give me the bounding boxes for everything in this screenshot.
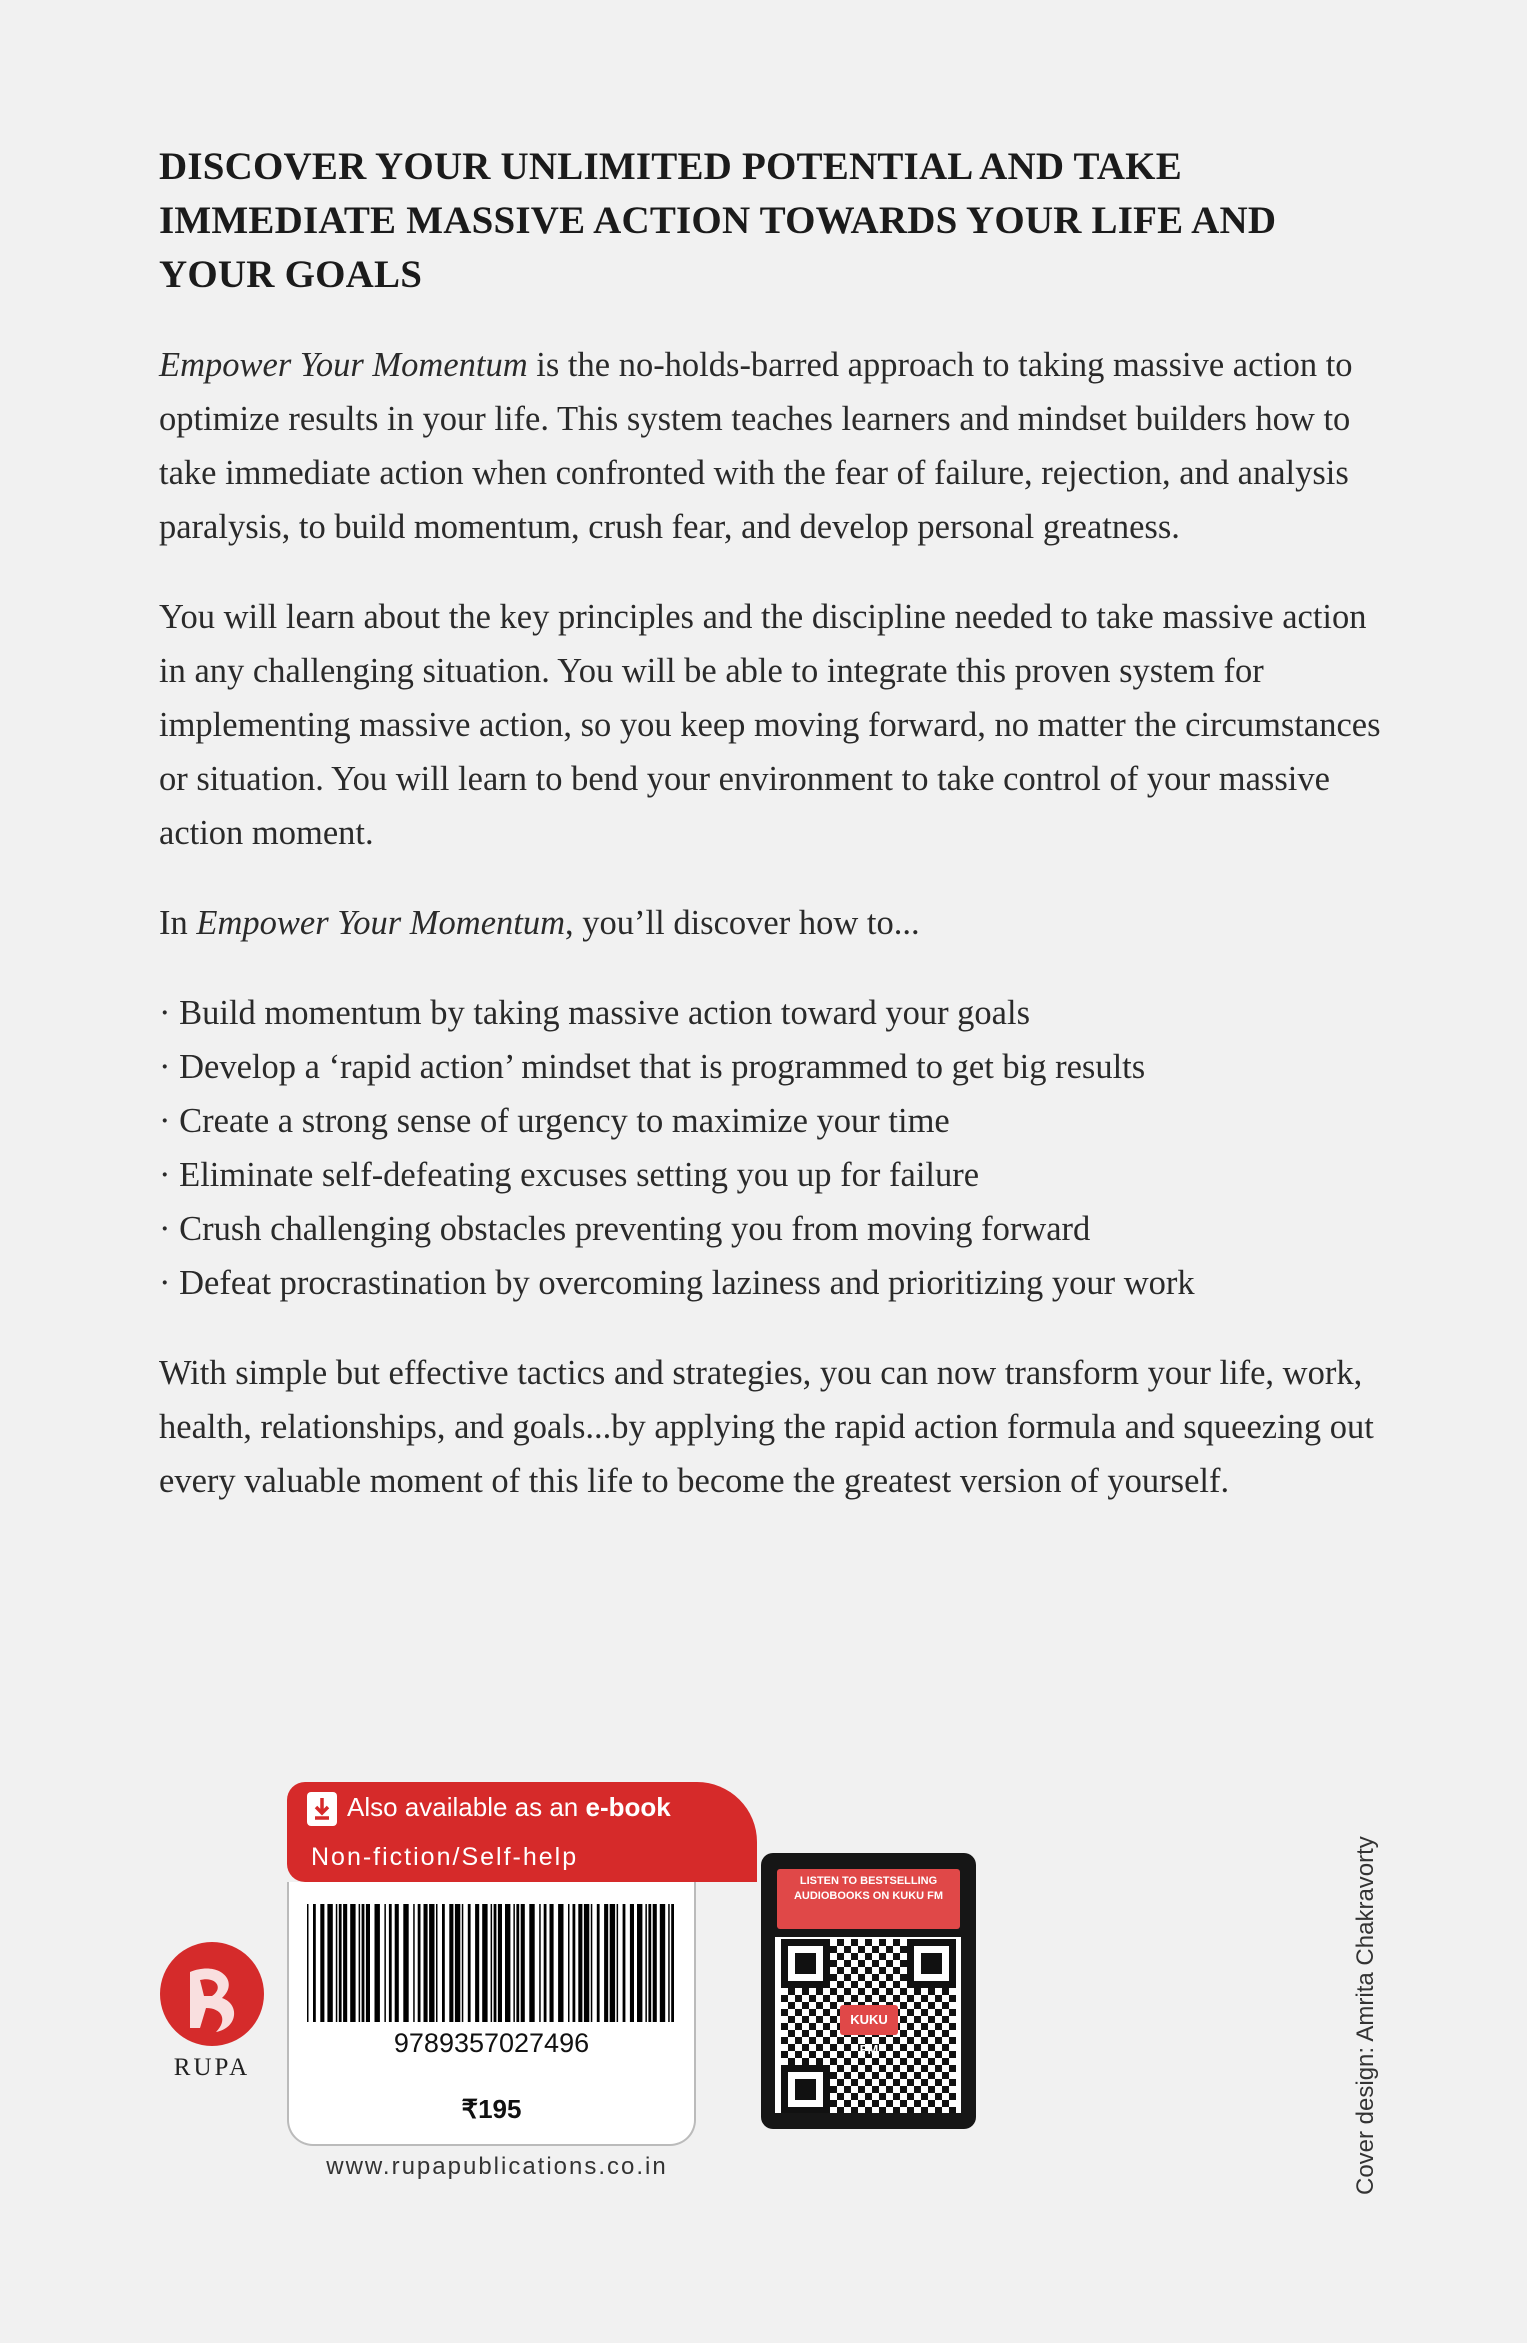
learn-paragraph: You will learn about the key principles and the discipline needed to take massive action in any challenging situation. You will be able to integrate this proven system for implementing massive action, so you keep moving forward, no matter the circumstances or situation. You will learn to bend your environment to take control of your massive action moment. <box>159 598 1381 852</box>
ebook-availability <box>347 1792 671 1823</box>
barcode-panel <box>287 1882 696 2146</box>
list-item: · Develop a ‘rapid action’ mindset that is programmed to get big results <box>159 1040 1399 1094</box>
intro-text: is the no-holds-barred approach to taking massive action to optimize results in your life. This system teaches learners and mindset builders how to take immediate action when confronted with the fear of failure, rejection, and analysis paralysis, to build momentum, crush fear, and develop personal greatness. <box>159 346 1353 546</box>
download-icon <box>307 1792 337 1826</box>
discover-line <box>159 896 1399 950</box>
price: ₹195 <box>461 2094 522 2124</box>
ebook-banner <box>287 1782 757 1882</box>
headline: DISCOVER YOUR UNLIMITED POTENTIAL AND TAKE IMMEDIATE MASSIVE ACTION TOWARDS YOUR LIFE AND YOUR GOALS <box>159 145 1277 296</box>
ebook-highlight: e-book <box>585 1792 671 1822</box>
discover-book-title: Empower Your Momentum <box>196 904 566 942</box>
list-item: · Crush challenging obstacles preventing you from moving forward <box>159 1202 1399 1256</box>
publisher-website: www.rupapublications.co.in <box>326 2153 668 2180</box>
list-item: · Defeat procrastination by overcoming laziness and prioritizing your work <box>159 1256 1399 1310</box>
discover-suffix: , you’ll discover how to... <box>565 904 920 942</box>
list-item: · Build momentum by taking massive action toward your goals <box>159 986 1399 1040</box>
back-cover-text <box>159 140 1399 1544</box>
book-title-italic: Empower Your Momentum <box>159 346 528 384</box>
category-label: Non-fiction/Self-help <box>311 1843 579 1871</box>
ebook-prefix: Also available as an <box>347 1792 586 1822</box>
rupa-logo-icon <box>160 1942 264 2046</box>
kuku-fm-badge: KUKU FM <box>840 2005 898 2035</box>
publisher-logo <box>156 1942 268 2082</box>
list-item: · Eliminate self-defeating excuses setting you up for failure <box>159 1148 1399 1202</box>
discover-prefix: In <box>159 904 197 942</box>
audiobook-qr-card <box>761 1853 976 2129</box>
barcode <box>305 1904 677 2022</box>
qr-code-icon <box>775 1937 961 2113</box>
intro-paragraph <box>159 338 1399 554</box>
list-item: · Create a strong sense of urgency to maximize your time <box>159 1094 1399 1148</box>
publisher-name: RUPA <box>173 2054 251 2081</box>
cover-design-credit: Cover design: Amrita Chakravorty <box>1352 1836 1379 2195</box>
benefits-list <box>159 986 1399 1310</box>
qr-header: LISTEN TO BESTSELLING AUDIOBOOKS ON KUKU FM <box>777 1869 960 1929</box>
closing-paragraph: With simple but effective tactics and strategies, you can now transform your life, work, health, relationships, and goals...by applying the rapid action formula and squeezing out every valuable moment of this life to become the greatest version of yourself. <box>159 1354 1374 1500</box>
isbn-number: 9789357027496 <box>393 2028 590 2058</box>
